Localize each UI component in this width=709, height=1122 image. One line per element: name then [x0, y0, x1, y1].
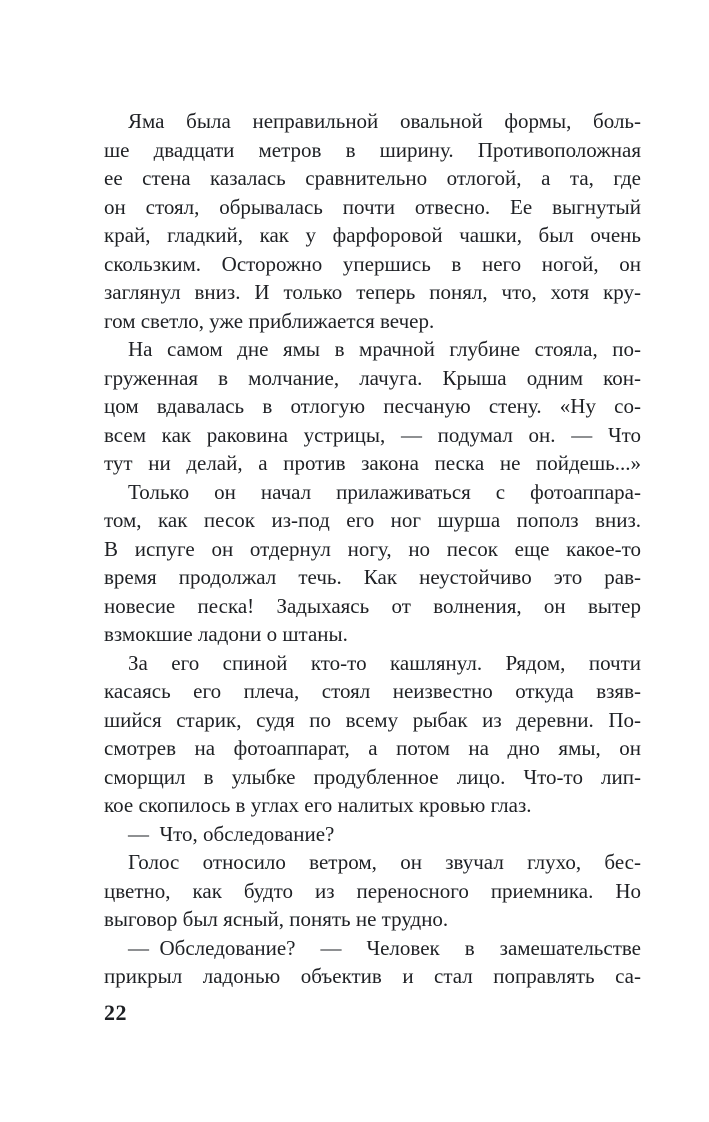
paragraph — [104, 478, 641, 649]
text-line: цветно, как будто из переносного приемника. Но — [104, 878, 641, 903]
text-line: выговор был ясный, понять не трудно. — [104, 907, 449, 931]
text-line: За его спиной кто-то кашлянул. Рядом, почти — [128, 650, 641, 675]
paragraph — [104, 934, 641, 991]
paragraph — [104, 107, 641, 335]
text-line: прикрыл ладонью объектив и стал поправлять са- — [104, 964, 641, 988]
page-text — [104, 107, 641, 991]
paragraph — [104, 848, 641, 934]
text-line: На самом дне ямы в мрачной глубине стояла, по- — [128, 337, 641, 361]
text-line: шийся старик, судя по всему рыбак из деревни. По- — [104, 707, 641, 732]
text-line: новесие песка! Задыхаясь от волнения, он вытер — [104, 593, 641, 618]
paragraph — [104, 820, 641, 849]
text-line: взмокшие ладони о штаны. — [104, 622, 348, 646]
paragraph — [104, 649, 641, 820]
text-line: край, гладкий, как у фарфоровой чашки, был очень — [104, 223, 641, 247]
text-line: касаясь его плеча, стоял неизвестно откуда взяв- — [104, 679, 641, 703]
text-line: Яма была неправильной овальной формы, боль- — [128, 109, 641, 133]
text-line: тут ни делай, а против закона песка не пойдешь...» — [104, 451, 641, 475]
text-line: скользким. Осторожно упершись в него ногой, он — [104, 251, 641, 276]
text-line: груженная в молчание, лачуга. Крыша одним кон- — [104, 365, 641, 390]
text-line: кое скопилось в углах его налитых кровью глаз. — [104, 793, 532, 817]
text-line: сморщил в улыбке продубленное лицо. Что-то лип- — [104, 764, 641, 789]
paragraph — [104, 335, 641, 478]
page-number: 22 — [104, 1000, 127, 1025]
text-line: ее стена казалась сравнительно отлогой, а та, где — [104, 166, 641, 190]
text-line: заглянул вниз. И только теперь понял, что, хотя кру- — [104, 280, 641, 304]
text-line: он стоял, обрывалась почти отвесно. Ее выгнутый — [104, 194, 641, 219]
text-line: — Обследование? — Человек в замешательстве — [128, 935, 641, 960]
text-line: гом светло, уже приближается вечер. — [104, 308, 435, 333]
text-line: В испуге он отдернул ногу, но песок еще какое-то — [104, 536, 641, 561]
text-line: смотрев на фотоаппарат, а потом на дно ямы, он — [104, 736, 641, 760]
text-line: ше двадцати метров в ширину. Противоположная — [104, 137, 641, 162]
text-line: том, как песок из-под его ног шурша пополз вниз. — [104, 508, 641, 532]
text-line: цом вдавалась в отлогую песчаную стену. «Ну со- — [104, 394, 641, 418]
text-line: время продолжал течь. Как неустойчиво это рав- — [104, 565, 641, 589]
text-line: всем как раковина устрицы, — подумал он. — Что — [104, 422, 641, 447]
text-line: Только он начал прилаживаться с фотоаппара- — [128, 479, 641, 504]
text-line: Голос относило ветром, он звучал глухо, бес- — [128, 850, 641, 874]
text-line: — Что, обследование? — [128, 821, 335, 846]
